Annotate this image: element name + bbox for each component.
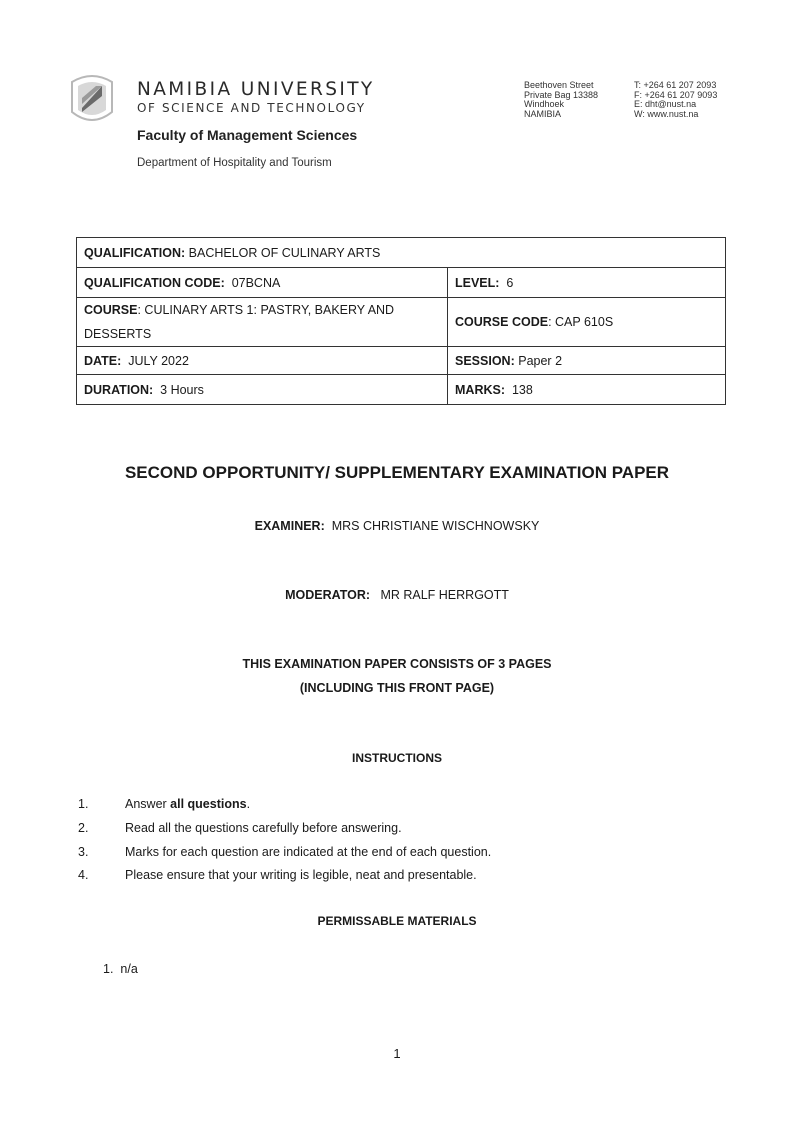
qualification-code-cell: QUALIFICATION CODE: 07BCNA (77, 268, 448, 298)
contact-line: W: www.nust.na (634, 108, 699, 119)
duration-cell: DURATION: 3 Hours (77, 375, 448, 405)
examiner-name: MRS CHRISTIANE WISCHNOWSKY (331, 519, 540, 533)
address-line: Beethoven Street (524, 80, 594, 90)
address-line: Windhoek (524, 99, 565, 110)
course-cell: COURSE: CULINARY ARTS 1: PASTRY, BAKERY AND DESSERTS (77, 298, 448, 347)
faculty-name: Faculty of Management Sciences (137, 127, 358, 143)
address-line: NAMIBIA (524, 108, 562, 119)
moderator-label: MODERATOR: (285, 588, 371, 602)
exam-info-table (76, 237, 726, 405)
examiner-label: EXAMINER: (254, 519, 325, 533)
contact-line: T: +264 61 207 2093 (634, 80, 717, 90)
address-block (524, 81, 598, 119)
moderator-line (0, 588, 794, 602)
instructions-heading: INSTRUCTIONS (352, 751, 442, 765)
date-cell: DATE: JULY 2022 (77, 347, 448, 375)
page-number: 1 (393, 1046, 401, 1061)
university-name: NAMIBIA UNIVERSITY (137, 79, 375, 100)
page-count-note: (INCLUDING THIS FRONT PAGE) (299, 681, 495, 695)
moderator-name: MR RALF HERRGOTT (380, 588, 509, 602)
university-logo (68, 68, 116, 124)
material-item: 1. n/a (103, 962, 138, 976)
department-name: Department of Hospitality and Tourism (137, 157, 332, 169)
qualification-cell: QUALIFICATION: BACHELOR OF CULINARY ARTS (77, 238, 726, 268)
marks-cell: MARKS: 138 (448, 375, 726, 405)
permissible-materials-heading: PERMISSABLE MATERIALS (317, 914, 477, 928)
exam-title: SECOND OPPORTUNITY/ SUPPLEMENTARY EXAMINATION PAPER (124, 463, 670, 482)
contact-line: E: dht@nust.na (634, 99, 697, 110)
session-cell: SESSION: Paper 2 (448, 347, 726, 375)
address-line: Private Bag 13388 (524, 89, 599, 100)
examiner-line (0, 519, 794, 533)
course-code-cell: COURSE CODE: CAP 610S (448, 298, 726, 347)
level-cell: LEVEL: 6 (448, 268, 726, 298)
page-count-line: THIS EXAMINATION PAPER CONSISTS OF 3 PAGES (242, 657, 552, 671)
university-subtitle: OF SCIENCE AND TECHNOLOGY (137, 101, 366, 115)
contact-line: F: +264 61 207 9093 (634, 89, 718, 100)
contact-block (634, 81, 717, 119)
